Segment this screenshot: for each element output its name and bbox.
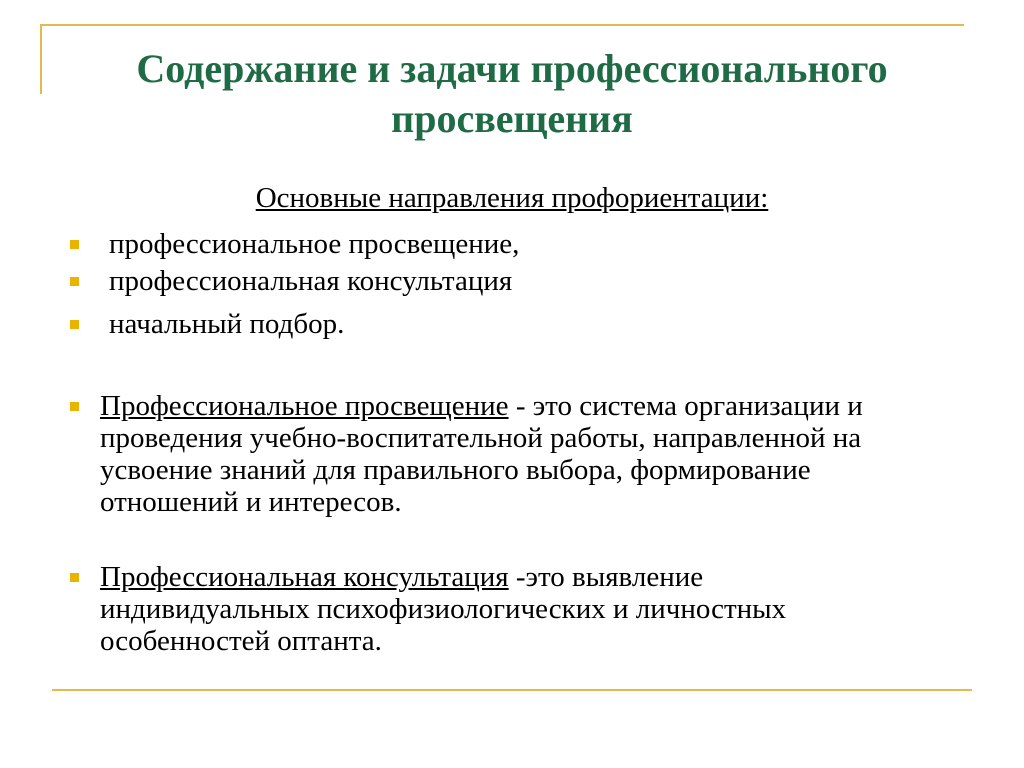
square-bullet-icon xyxy=(70,402,79,411)
definition-text xyxy=(100,390,920,518)
square-bullet-icon xyxy=(70,320,79,329)
definition-body: - это система организации и проведения учебно-воспитательной работы, направленной на усвоение знаний для правильного выбора, формирование отношений и интересов. xyxy=(100,390,863,518)
slide-title xyxy=(60,44,964,144)
square-bullet-icon xyxy=(70,240,79,249)
definition-body: -это выявление индивидуальных психофизиологических и личностных особенностей оптанта. xyxy=(100,561,787,657)
definition-term: Профессиональное просвещение xyxy=(100,390,509,422)
subtitle xyxy=(60,180,964,216)
list-item-text: профессиональное просвещение, xyxy=(109,228,520,260)
subtitle-text: Основные направления профориентации: xyxy=(255,182,769,214)
definition-term: Профессиональная консультация xyxy=(100,561,509,593)
list-item-text: профессиональная консультация xyxy=(109,265,513,297)
slide-title-line-2: просвещения xyxy=(391,96,633,141)
frame-left-line xyxy=(40,24,42,94)
slide-title-line-1: Содержание и задачи профессионального xyxy=(136,46,888,91)
frame-bottom-line xyxy=(52,689,972,691)
square-bullet-icon xyxy=(70,573,79,582)
square-bullet-icon xyxy=(70,277,79,286)
list-item-text: начальный подбор. xyxy=(109,308,345,340)
frame-top-line xyxy=(40,24,964,26)
definition-text xyxy=(100,561,920,657)
